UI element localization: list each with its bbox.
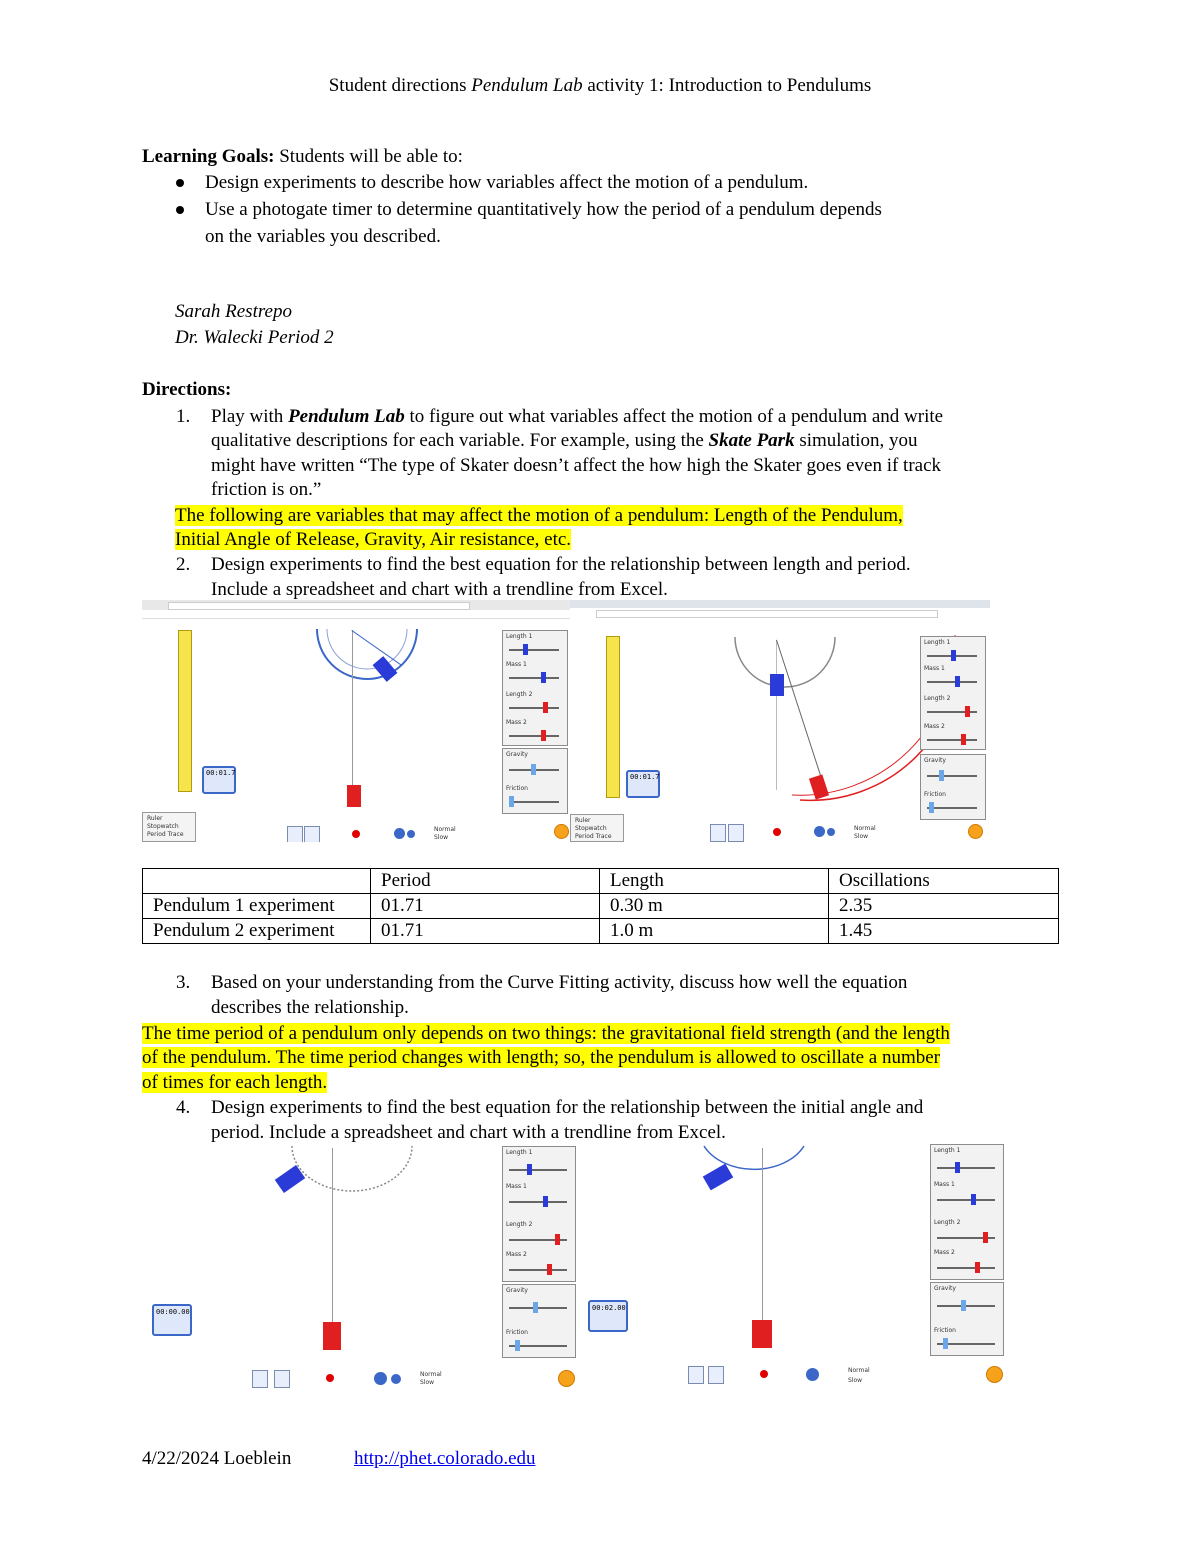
sim-screenshot-3	[142, 1144, 582, 1390]
slider-length-1[interactable]	[509, 649, 559, 651]
label-length-2: Length 2	[506, 691, 533, 698]
reset-icon[interactable]	[558, 1370, 575, 1387]
answer3-text-1: The time period of a pendulum only depends on two things: the gravitational field strength (and the length	[142, 1023, 950, 1044]
stopwatch-widget[interactable]	[626, 770, 660, 798]
slider-knob[interactable]	[971, 1194, 976, 1205]
student-class: Dr. Walecki Period 2	[175, 327, 334, 348]
blue-bob-icon	[770, 674, 784, 696]
check-ruler[interactable]: Ruler	[575, 817, 591, 824]
variables-panel	[920, 636, 986, 750]
slider-knob[interactable]	[939, 770, 944, 781]
slider-knob[interactable]	[961, 734, 966, 745]
record-button[interactable]	[326, 1374, 334, 1382]
label-mass-1: Mass 1	[506, 1183, 527, 1190]
label-length-2: Length 2	[924, 695, 951, 702]
label-friction: Friction	[506, 1329, 528, 1336]
table-cell: Length	[600, 869, 829, 894]
variables-panel	[930, 1144, 1004, 1280]
pendulum-rod	[332, 1148, 333, 1328]
double-pendulum-button[interactable]	[708, 1366, 724, 1384]
answer1-line1	[175, 504, 903, 528]
sim-divider	[142, 618, 570, 619]
mode-normal[interactable]: Normal	[420, 1371, 442, 1378]
table-cell: Oscillations	[829, 869, 1059, 894]
record-button[interactable]	[760, 1370, 768, 1378]
footer-link-wrap	[354, 1447, 536, 1471]
slider-mass-1[interactable]	[509, 1201, 567, 1203]
slider-mass-2[interactable]	[509, 1269, 567, 1271]
slider-length-1[interactable]	[937, 1167, 995, 1169]
red-bob-icon	[323, 1322, 341, 1350]
slider-mass-1[interactable]	[509, 677, 559, 679]
slider-gravity[interactable]	[509, 1307, 567, 1309]
play-pause-button[interactable]	[374, 1372, 387, 1385]
label-length-2: Length 2	[934, 1219, 961, 1226]
item1-line1	[211, 405, 943, 429]
slider-friction[interactable]	[509, 801, 559, 803]
protractor-icon	[312, 624, 422, 684]
pendulum-rod	[352, 630, 353, 785]
table-cell: 2.35	[829, 894, 1059, 919]
check-stopwatch[interactable]: Stopwatch	[147, 823, 179, 830]
label-length-1: Length 1	[506, 1149, 533, 1156]
item1-skate-park: Skate Park	[708, 430, 795, 451]
stopwatch-widget[interactable]	[152, 1304, 192, 1336]
slider-gravity[interactable]	[937, 1305, 995, 1307]
double-pendulum-button[interactable]	[304, 826, 320, 842]
stopwatch-readout: 00:01.7	[630, 773, 660, 781]
item1-lab-name: Pendulum Lab	[288, 406, 405, 427]
sim-screenshot-1	[142, 600, 570, 842]
label-mass-1: Mass 1	[924, 665, 945, 672]
slider-knob[interactable]	[547, 1264, 552, 1275]
mode-normal[interactable]: Normal	[854, 825, 876, 832]
slider-knob[interactable]	[961, 1300, 966, 1311]
single-pendulum-button[interactable]	[710, 824, 726, 842]
label-gravity: Gravity	[506, 751, 528, 758]
item1-l2-a: qualitative descriptions for each variable. For example, using the	[211, 430, 709, 451]
single-pendulum-button[interactable]	[252, 1370, 268, 1388]
stopwatch-readout: 00:00.00	[156, 1308, 190, 1316]
item3-line1: Based on your understanding from the Curve Fitting activity, discuss how well the equation	[211, 972, 908, 993]
stopwatch-widget[interactable]	[202, 766, 236, 794]
address-bar	[168, 602, 470, 610]
table-cell: Pendulum 2 experiment	[143, 919, 371, 944]
slider-mass-1[interactable]	[927, 681, 977, 683]
slider-knob[interactable]	[555, 1234, 560, 1245]
browser-tabs	[570, 600, 990, 608]
answer3-text-3: of times for each length.	[142, 1072, 328, 1093]
slider-mass-1[interactable]	[937, 1199, 995, 1201]
red-bob-icon	[752, 1320, 772, 1348]
item4-line2: period. Include a spreadsheet and chart with a trendline from Excel.	[211, 1122, 726, 1143]
item1-text-c: to figure out what variables affect the motion of a pendulum and write	[404, 406, 944, 427]
item1-l2-c: simulation, you	[794, 430, 918, 451]
label-gravity: Gravity	[924, 757, 946, 764]
environment-panel	[502, 748, 568, 814]
label-gravity: Gravity	[934, 1285, 956, 1292]
label-friction: Friction	[924, 791, 946, 798]
item1-text-a: Play with	[211, 406, 289, 427]
item2-line1: Design experiments to find the best equation for the relationship between length and period.	[211, 554, 911, 575]
data-table	[142, 868, 1059, 944]
slider-knob[interactable]	[527, 1164, 532, 1175]
address-bar	[596, 610, 938, 618]
label-mass-2: Mass 2	[506, 1251, 527, 1258]
environment-panel	[930, 1282, 1004, 1356]
play-pause-button[interactable]	[806, 1368, 819, 1381]
header-lab-name: Pendulum Lab	[471, 75, 583, 96]
single-pendulum-button[interactable]	[287, 826, 303, 842]
label-length-1: Length 1	[934, 1147, 961, 1154]
step-button[interactable]	[407, 830, 415, 838]
label-length-1: Length 1	[924, 639, 951, 646]
answer3-line2	[142, 1046, 940, 1070]
slider-length-1[interactable]	[509, 1169, 567, 1171]
label-mass-2: Mass 2	[924, 723, 945, 730]
table-cell: 1.45	[829, 919, 1059, 944]
label-length-1: Length 1	[506, 633, 533, 640]
item4-number: 4.	[176, 1097, 191, 1118]
slider-knob[interactable]	[955, 676, 960, 687]
student-name: Sarah Restrepo	[175, 301, 292, 322]
learning-goal-1: Design experiments to describe how variables affect the motion of a pendulum.	[205, 172, 809, 193]
table-header-row	[143, 869, 1059, 894]
item1-line4: friction is on.”	[211, 479, 322, 500]
slider-knob[interactable]	[965, 706, 970, 717]
label-length-2: Length 2	[506, 1221, 533, 1228]
stopwatch-readout: 00:02.00	[592, 1304, 626, 1312]
play-pause-button[interactable]	[814, 826, 825, 837]
play-pause-button[interactable]	[394, 828, 405, 839]
sim-screenshot-4	[584, 1144, 1004, 1390]
reset-icon[interactable]	[554, 824, 569, 839]
directions-heading: Directions:	[142, 379, 232, 400]
document-header	[0, 74, 1200, 98]
item4-line1: Design experiments to find the best equation for the relationship between the initial angle and	[211, 1097, 924, 1118]
slider-knob[interactable]	[543, 1196, 548, 1207]
pendulum-rod	[762, 1148, 763, 1328]
answer1-text-2: Initial Angle of Release, Gravity, Air resistance, etc.	[175, 529, 572, 550]
header-prefix: Student directions	[328, 75, 472, 96]
slider-knob[interactable]	[509, 796, 514, 807]
table-cell: 01.71	[371, 919, 600, 944]
slider-knob[interactable]	[983, 1232, 988, 1243]
answer3-line1	[142, 1022, 950, 1046]
header-suffix: activity 1: Introduction to Pendulums	[582, 75, 872, 96]
environment-panel	[920, 754, 986, 820]
slider-knob[interactable]	[943, 1338, 948, 1349]
stopwatch-widget[interactable]	[588, 1300, 628, 1332]
answer3-text-2: of the pendulum. The time period changes with length; so, the pendulum is allowed to oscillate a number	[142, 1047, 940, 1068]
checkbox-panel	[142, 812, 196, 842]
variables-panel	[502, 1146, 576, 1282]
table-row	[143, 894, 1059, 919]
bullet-icon	[176, 206, 184, 214]
item2-line2: Include a spreadsheet and chart with a trendline from Excel.	[211, 579, 668, 600]
label-mass-1: Mass 1	[506, 661, 527, 668]
check-stopwatch[interactable]: Stopwatch	[575, 825, 607, 832]
table-cell: Pendulum 1 experiment	[143, 894, 371, 919]
reset-icon[interactable]	[986, 1366, 1003, 1383]
mode-normal[interactable]: Normal	[848, 1367, 870, 1374]
slider-knob[interactable]	[533, 1302, 538, 1313]
table-row	[143, 919, 1059, 944]
slider-knob[interactable]	[515, 1340, 520, 1351]
slider-knob[interactable]	[531, 764, 536, 775]
label-gravity: Gravity	[506, 1287, 528, 1294]
table-cell: 1.0 m	[600, 919, 829, 944]
red-bob-icon	[347, 785, 361, 807]
table-cell	[143, 869, 371, 894]
pendulum-rod	[776, 640, 777, 790]
slider-knob[interactable]	[929, 802, 934, 813]
stopwatch-readout: 00:01.7	[206, 769, 236, 777]
label-mass-1: Mass 1	[934, 1181, 955, 1188]
answer1-line2	[175, 528, 571, 552]
footer-date-author: 4/22/2024 Loeblein	[142, 1448, 292, 1469]
footer-link[interactable]: http://phet.colorado.edu	[354, 1448, 536, 1469]
learning-goals-line	[142, 145, 463, 169]
check-period-trace[interactable]: Period Trace	[575, 833, 612, 840]
slider-knob[interactable]	[975, 1262, 980, 1273]
sim-screenshot-2	[570, 600, 990, 842]
check-period-trace[interactable]: Period Trace	[147, 831, 184, 838]
item3-line2: describes the relationship.	[211, 997, 409, 1018]
mode-slow[interactable]: Slow	[420, 1379, 435, 1386]
checkbox-panel	[570, 814, 624, 842]
slider-knob[interactable]	[543, 702, 548, 713]
check-ruler[interactable]: Ruler	[147, 815, 163, 822]
slider-knob[interactable]	[541, 730, 546, 741]
double-pendulum-button[interactable]	[728, 824, 744, 842]
label-mass-2: Mass 2	[934, 1249, 955, 1256]
slider-knob[interactable]	[951, 650, 956, 661]
slider-mass-2[interactable]	[509, 735, 559, 737]
mode-slow[interactable]: Slow	[854, 833, 869, 840]
item1-number: 1.	[176, 406, 191, 427]
slider-mass-2[interactable]	[937, 1267, 995, 1269]
slider-knob[interactable]	[955, 1162, 960, 1173]
reset-icon[interactable]	[968, 824, 983, 839]
step-button[interactable]	[827, 828, 835, 836]
mode-slow[interactable]: Slow	[434, 834, 449, 841]
table-cell: 0.30 m	[600, 894, 829, 919]
mode-slow[interactable]: Slow	[848, 1377, 863, 1384]
slider-knob[interactable]	[523, 644, 528, 655]
learning-goals-intro: Students will be able to:	[274, 146, 463, 167]
step-button[interactable]	[391, 1374, 401, 1384]
item1-line3: might have written “The type of Skater doesn’t affect the how high the Skater goes even if track	[211, 455, 942, 476]
table-cell: Period	[371, 869, 600, 894]
learning-goal-2: Use a photogate timer to determine quantitatively how the period of a pendulum depends	[205, 199, 882, 220]
table-cell: 01.71	[371, 894, 600, 919]
item1-line2	[211, 429, 918, 453]
slider-knob[interactable]	[541, 672, 546, 683]
slider-gravity[interactable]	[927, 775, 977, 777]
environment-panel	[502, 1284, 576, 1358]
item3-number: 3.	[176, 972, 191, 993]
variables-panel	[502, 630, 568, 746]
label-mass-2: Mass 2	[506, 719, 527, 726]
item2-number: 2.	[176, 554, 191, 575]
slider-length-2[interactable]	[509, 707, 559, 709]
ruler-icon	[606, 636, 620, 798]
record-button[interactable]	[773, 828, 781, 836]
answer1-text-1: The following are variables that may affect the motion of a pendulum: Length of the Pendulum,	[175, 505, 903, 526]
ruler-icon	[178, 630, 192, 792]
single-pendulum-button[interactable]	[688, 1366, 704, 1384]
slider-mass-2[interactable]	[927, 739, 977, 741]
protractor-icon	[282, 1144, 422, 1194]
bullet-icon	[176, 179, 184, 187]
label-friction: Friction	[934, 1327, 956, 1334]
answer3-line3	[142, 1071, 327, 1095]
mode-normal[interactable]: Normal	[434, 826, 456, 833]
label-friction: Friction	[506, 785, 528, 792]
double-pendulum-button[interactable]	[274, 1370, 290, 1388]
learning-goal-2-cont: on the variables you described.	[205, 226, 441, 247]
record-button[interactable]	[352, 830, 360, 838]
slider-friction[interactable]	[927, 807, 977, 809]
learning-goals-heading: Learning Goals:	[142, 146, 275, 167]
